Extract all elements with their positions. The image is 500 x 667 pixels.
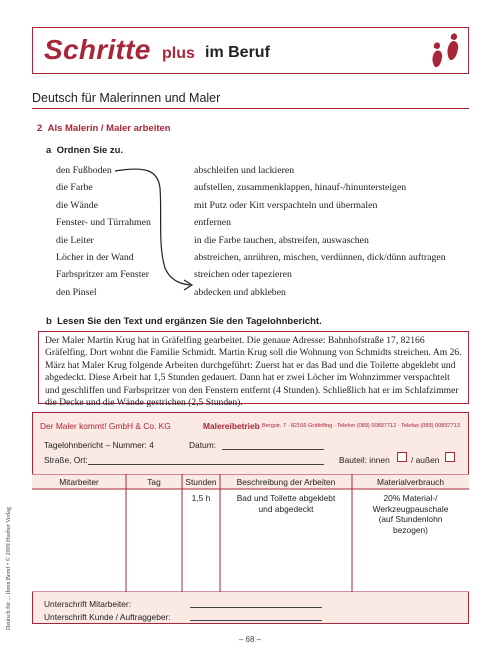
location-label: Bauteil: innen bbox=[339, 455, 390, 465]
matching-right-item: entfernen bbox=[194, 217, 231, 229]
matching-right-item: aufstellen, zusammenklappen, hinauf-/hinuntersteigen bbox=[194, 182, 407, 194]
date-label: Datum: bbox=[189, 440, 216, 450]
description-cell bbox=[220, 493, 352, 514]
material-cell bbox=[352, 493, 469, 535]
material-line: bezogen) bbox=[393, 524, 428, 535]
company-details: Bergstr. 7 · 82166 Gräfelfing · Telefon (089) 00897712 · Telefax (089) 00897713 bbox=[262, 423, 460, 429]
header-plus: plus bbox=[162, 45, 195, 62]
footprints-icon bbox=[426, 30, 466, 70]
section-title: Als Malerin / Maler arbeiten bbox=[47, 123, 171, 134]
material-line: 20% Material-/ bbox=[383, 493, 438, 503]
description-line: und abgedeckt bbox=[258, 503, 314, 514]
material-line: (auf Stundenlohn bbox=[378, 514, 443, 524]
column-header: Materialverbrauch bbox=[376, 477, 445, 487]
inside-checkbox[interactable] bbox=[397, 452, 407, 462]
matching-right-column bbox=[194, 162, 446, 301]
matching-right-item: abstreichen, anrühren, mischen, verdünnen, dick/dünn auftragen bbox=[194, 251, 446, 263]
matching-left-item: Löcher in der Wand bbox=[56, 251, 134, 263]
matching-left-item: die Leiter bbox=[56, 234, 94, 246]
matching-left-item: Fenster- und Türrahmen bbox=[56, 217, 151, 229]
matching-left-item: den Pinsel bbox=[56, 286, 97, 298]
matching-left-item: Farbspritzer am Fenster bbox=[56, 269, 150, 281]
task-b-instruction: Lesen Sie den Text und ergänzen Sie den Tagelohnbericht. bbox=[57, 316, 322, 327]
column-header: Mitarbeiter bbox=[59, 477, 99, 487]
matching-right-item: in die Farbe tauchen, abstreifen, auswaschen bbox=[194, 234, 369, 246]
header-subtitle: im Beruf bbox=[205, 44, 270, 61]
signature-employee-label: Unterschrift Mitarbeiter: bbox=[44, 599, 132, 609]
section-heading bbox=[37, 123, 171, 134]
signature-employee-field[interactable] bbox=[190, 607, 322, 608]
task-b-label: b bbox=[46, 316, 52, 327]
matching-right-item: mit Putz oder Kitt verspachteln und übermalen bbox=[194, 199, 378, 211]
header-title: Schritte bbox=[44, 34, 151, 65]
signature-customer-label: Unterschrift Kunde / Auftraggeber: bbox=[44, 612, 171, 622]
column-header: Tag bbox=[147, 477, 161, 487]
task-a-instruction: Ordnen Sie zu. bbox=[56, 145, 124, 156]
subtitle-rule bbox=[32, 108, 469, 109]
page-number: – 68 – bbox=[238, 635, 262, 644]
reading-text: Der Maler Martin Krug hat in Gräfelfing gearbeitet. Die genaue Adresse: Bahnhofstraße 17, 82166 Gräfelfing. Dort wohnt die Familie Schmidt. Martin Krug soll die Wohnung von Schmidts streichen. Am 26. März hat Maler Krug folgende Arbeiten durchgeführt: Zuerst hat er das Bad und die Toilette abgeklebt und abgedeckt. Diese Arbeit hat 1,5 Stunden gedauert. Dann hat er zwei Löcher im Wohnzimmer verspachtelt und geschliffen und Farbspritzer von den Fenstern entfernt (4 Stunden). Schließlich hat er im Schlafzimmer die Decke und die Wände gestrichen (2,5 Stunden). bbox=[38, 331, 469, 404]
column-header: Beschreibung der Arbeiten bbox=[236, 477, 336, 487]
date-field[interactable] bbox=[222, 449, 324, 450]
company-name: Der Maler kommt! GmbH & Co. KG bbox=[40, 421, 171, 431]
task-b bbox=[46, 316, 322, 327]
page-subtitle: Deutsch für Malerinnen und Maler bbox=[32, 91, 221, 105]
matching-left-item: die Farbe bbox=[56, 182, 93, 194]
matching-right-item: streichen oder tapezieren bbox=[194, 269, 292, 281]
street-field[interactable] bbox=[88, 464, 324, 465]
outside-label: / außen bbox=[411, 455, 440, 465]
matching-left-item: den Fußboden bbox=[56, 165, 112, 176]
copyright-note: Deutsch für ... Ihren Beruf • © 2009 Hueber Verlag bbox=[6, 507, 12, 630]
outside-checkbox[interactable] bbox=[445, 452, 455, 462]
section-number: 2 bbox=[37, 123, 43, 134]
hours-cell: 1,5 h bbox=[191, 493, 211, 503]
report-label: Tagelohnbericht – Nummer: 4 bbox=[44, 440, 154, 450]
material-line: Werkzeugpauschale bbox=[372, 503, 449, 514]
column-header: Stunden bbox=[185, 477, 217, 487]
description-line: Bad und Toilette abgeklebt bbox=[236, 493, 336, 503]
matching-right-item: abdecken und abkleben bbox=[194, 286, 286, 298]
task-a bbox=[46, 145, 123, 156]
matching-right-item: abschleifen und lackieren bbox=[194, 165, 295, 176]
signature-customer-field[interactable] bbox=[190, 620, 322, 621]
example-arrow bbox=[110, 160, 200, 295]
task-a-label: a bbox=[46, 145, 52, 156]
matching-left-item: die Wände bbox=[56, 199, 98, 211]
street-label: Straße, Ort: bbox=[44, 455, 88, 465]
company-type: Malereibetrieb bbox=[203, 421, 260, 431]
